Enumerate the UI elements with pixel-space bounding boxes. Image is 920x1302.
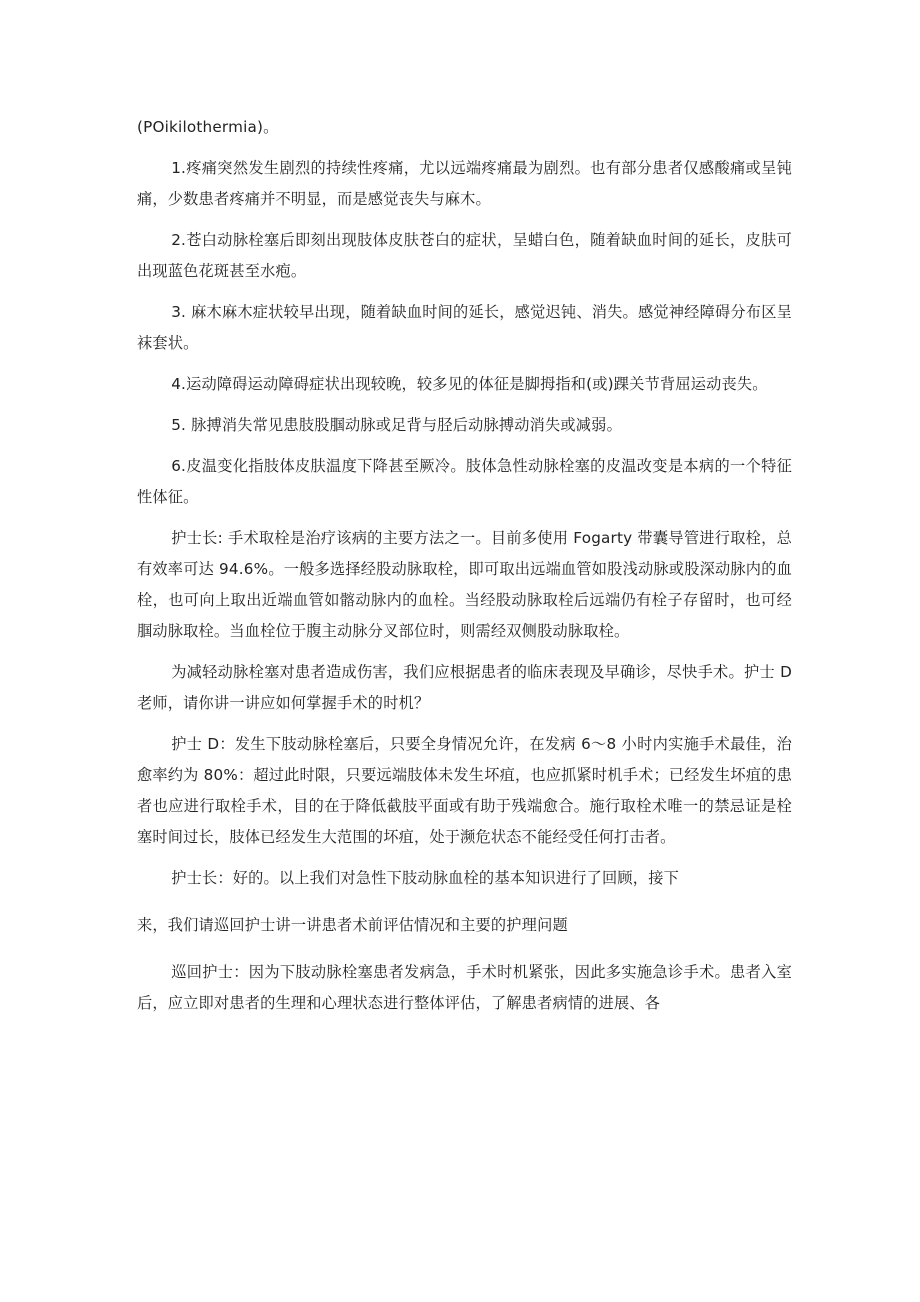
paragraph-head-nurse-surgery: 护士长: 手术取栓是治疗该病的主要方法之一。目前多使用 Fogarty 带囊导管进行取栓，总有效率可达 94.6%。一般多选择经股动脉取栓，即可取出远端血管如股浅动脉或股深动脉内的血栓，也可向上取出近端血管如髂动脉内的血栓。当经股动脉取栓后远端仍有栓子存留时，也可经腘动脉取栓。当血栓位于腹主动脉分叉部位时，则需经双侧股动脉取栓。 (137, 529, 792, 640)
paragraph-numbness: 3. 麻木麻木症状较早出现，随着缺血时间的延长，感觉迟钝、消失。感觉神经障碍分布区呈袜套状。 (137, 303, 792, 352)
paragraph-pain: 1.疼痛突然发生剧烈的持续性疼痛，尤以远端疼痛最为剧烈。也有部分患者仅感酸痛或呈钝痛，少数患者疼痛并不明显，而是感觉丧失与麻木。 (137, 159, 792, 208)
paragraph-motor-disorder: 4.运动障碍运动障碍症状出现较晚，较多见的体征是脚拇指和(或)踝关节背屈运动丧失。 (171, 375, 768, 393)
paragraph-pallor: 2.苍白动脉栓塞后即刻出现肢体皮肤苍白的症状，呈蜡白色，随着缺血时间的延长，皮肤可出现蓝色花斑甚至水疱。 (137, 231, 792, 280)
paragraph-temperature: 6.皮温变化指肢体皮肤温度下降甚至厥冷。肢体急性动脉栓塞的皮温改变是本病的一个特征性体征。 (137, 457, 792, 506)
paragraph-circulating-nurse: 巡回护士：因为下肢动脉栓塞患者发病急，手术时机紧张，因此多实施急诊手术。患者入室后，应立即对患者的生理和心理状态进行整体评估，了解患者病情的进展、各 (137, 963, 792, 1012)
paragraph-pulselessness: 5. 脉搏消失常见患肢股腘动脉或足背与胫后动脉搏动消失或减弱。 (171, 416, 622, 434)
paragraph-poikilothermia: (POikilothermia)。 (137, 118, 279, 136)
document-body (137, 112, 792, 1029)
paragraph-nurse-d-timing: 护士 D：发生下肢动脉栓塞后，只要全身情况允许，在发病 6～8 小时内实施手术最佳，治愈率约为 80%：超过此时限，只要远端肢体未发生坏疽，也应抓紧时机手术；已经发生坏疽的患者也应进行取栓手术，目的在于降低截肢平面或有助于残端愈合。施行取栓术唯一的禁忌证是栓塞时间过长，肢体已经发生大范围的坏疽，处于濒危状态不能经受任何打击者。 (137, 735, 792, 846)
paragraph-early-diagnosis: 为减轻动脉栓塞对患者造成伤害，我们应根据患者的临床表现及早确诊，尽快手术。护士 D 老师，请你讲一讲应如何掌握手术的时机？ (137, 663, 792, 712)
paragraph-next-topic: 来，我们请巡回护士讲一讲患者术前评估情况和主要的护理问题 (137, 916, 568, 934)
paragraph-head-nurse-review: 护士长：好的。以上我们对急性下肢动脉血栓的基本知识进行了回顾，接下 (171, 869, 679, 887)
